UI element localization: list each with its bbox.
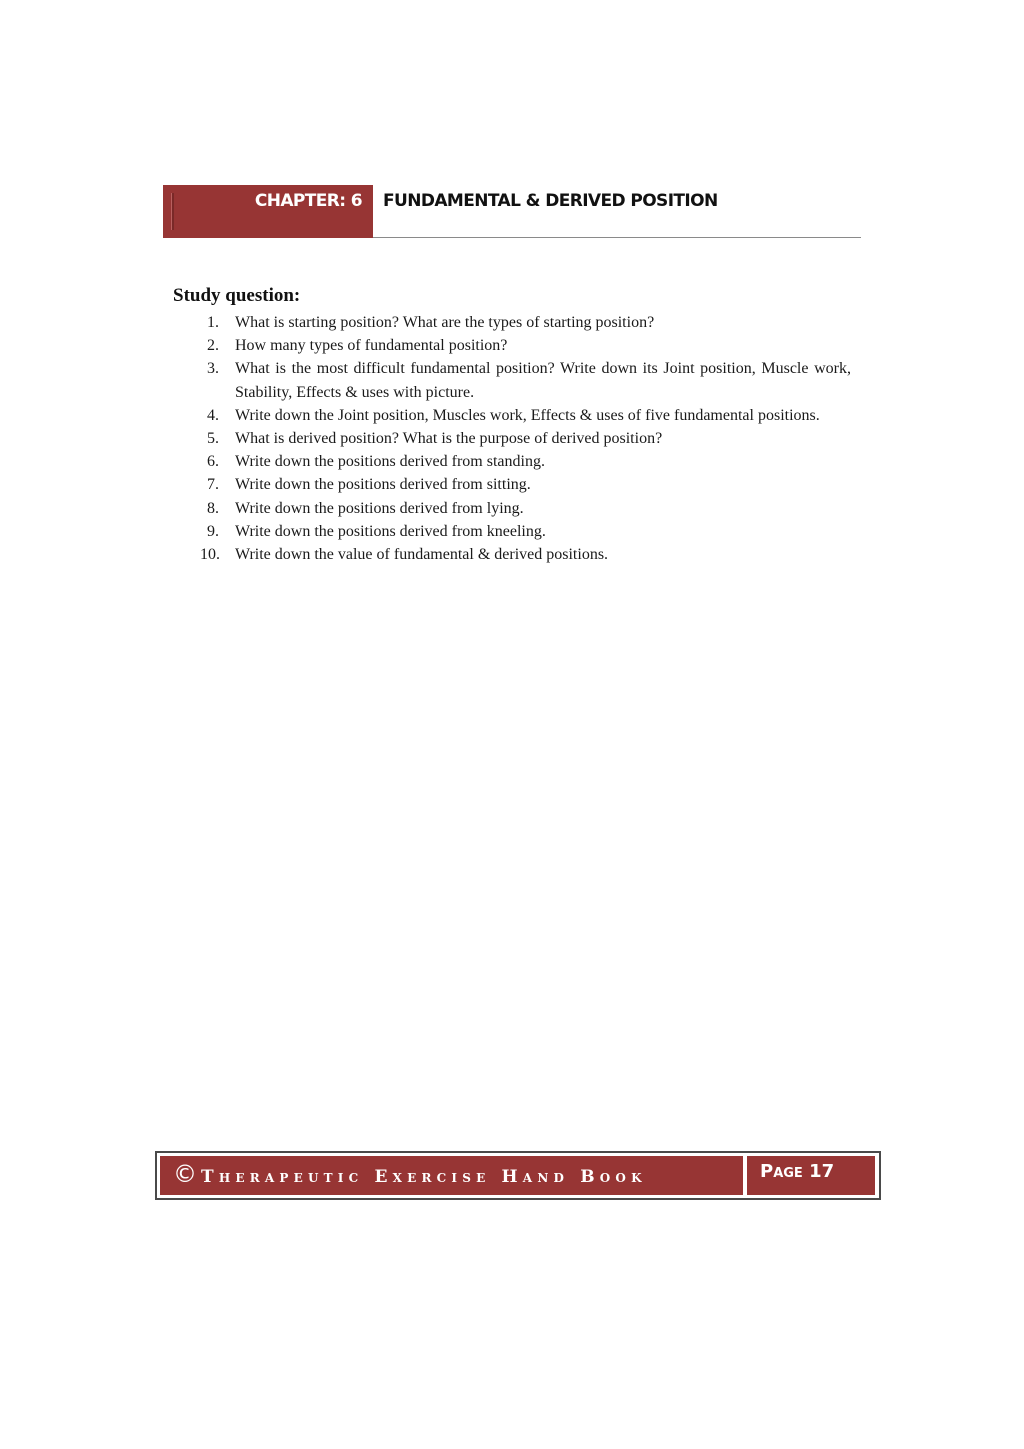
question-text: Write down the positions derived from kneeling. bbox=[235, 522, 546, 540]
question-item-9 bbox=[200, 520, 851, 543]
question-text: What is the most difficult fundamental position? Write down its Joint position, Muscle work, Stability, Effects & uses with picture. bbox=[235, 360, 851, 401]
question-item-1 bbox=[200, 311, 851, 334]
chapter-box-divider bbox=[171, 193, 174, 230]
question-text: Write down the value of fundamental & derived positions. bbox=[235, 546, 609, 564]
question-text: How many types of fundamental position? bbox=[235, 337, 508, 355]
chapter-label: CHAPTER: 6 bbox=[254, 191, 362, 211]
question-list bbox=[200, 311, 851, 566]
chapter-header bbox=[163, 185, 861, 238]
question-item-2 bbox=[200, 334, 851, 357]
footer-title-box bbox=[160, 1156, 743, 1195]
question-number: 2. bbox=[207, 337, 219, 355]
copyright-icon: © bbox=[173, 1160, 197, 1188]
question-text: Write down the positions derived from standing. bbox=[235, 453, 545, 471]
page-footer bbox=[155, 1151, 881, 1200]
question-number: 7. bbox=[207, 476, 219, 494]
question-number: 6. bbox=[207, 453, 219, 471]
question-number: 10. bbox=[200, 546, 220, 564]
header-rule bbox=[373, 237, 861, 238]
footer-page-box bbox=[747, 1156, 875, 1195]
study-question-heading: Study question: bbox=[173, 285, 301, 306]
question-number: 3. bbox=[207, 360, 219, 378]
question-number: 1. bbox=[207, 314, 219, 331]
question-text: Write down the Joint position, Muscles work, Effects & uses of five fundamental positions. bbox=[235, 406, 820, 424]
question-number: 8. bbox=[207, 499, 219, 517]
chapter-label-box bbox=[163, 185, 373, 238]
chapter-title: FUNDAMENTAL & DERIVED POSITION bbox=[383, 191, 718, 211]
question-number: 5. bbox=[207, 430, 219, 448]
question-item-5 bbox=[200, 427, 851, 450]
question-item-6 bbox=[200, 450, 851, 473]
page-number: Page 17 bbox=[760, 1161, 835, 1182]
footer-book-title: Therapeutic Exercise Hand Book bbox=[201, 1167, 647, 1187]
question-text: Write down the positions derived from lying. bbox=[235, 499, 524, 517]
question-text: Write down the positions derived from sitting. bbox=[235, 476, 531, 494]
question-item-7 bbox=[200, 473, 851, 496]
question-item-10 bbox=[200, 543, 851, 566]
question-text: What is starting position? What are the types of starting position? bbox=[235, 314, 655, 331]
question-item-3 bbox=[200, 357, 851, 403]
question-number: 4. bbox=[207, 406, 219, 424]
question-text: What is derived position? What is the purpose of derived position? bbox=[235, 430, 663, 448]
question-item-4 bbox=[200, 404, 851, 427]
question-item-8 bbox=[200, 497, 851, 520]
question-number: 9. bbox=[207, 522, 219, 540]
